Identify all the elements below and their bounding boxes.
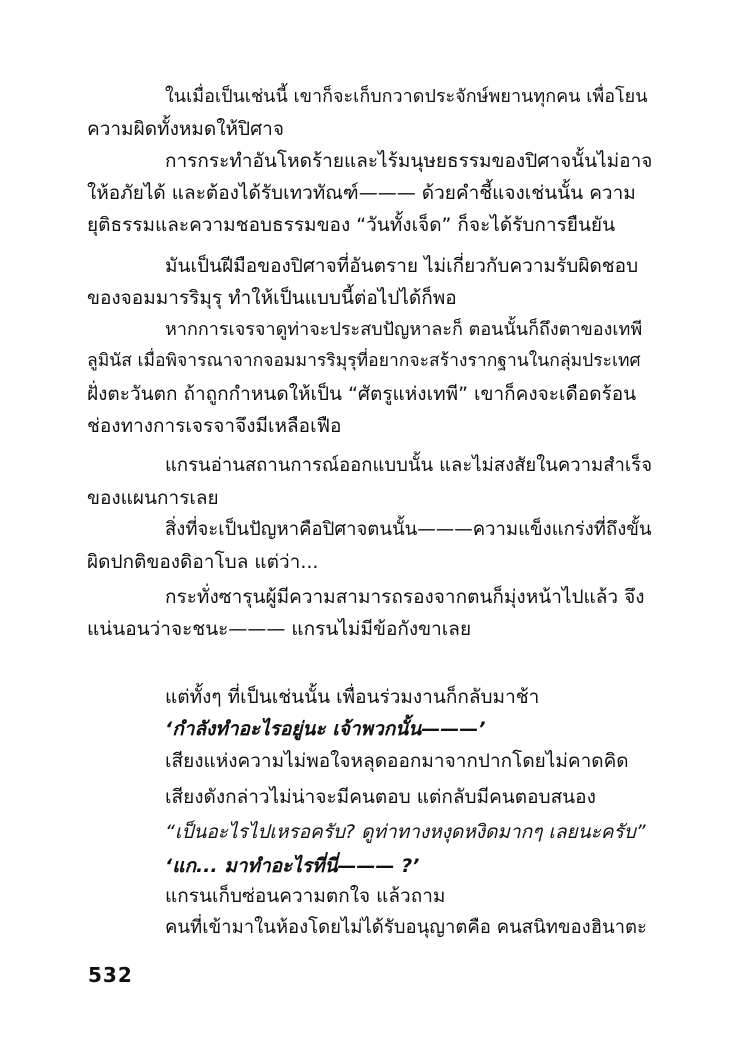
text-line: เสียงดังกล่าวไม่น่าจะมีคนตอบ แต่กลับมีคนตอบสนอง [165,786,596,808]
text-line: กระทั่งซารุนผู้มีความสามารถรองจากตนก็มุ่งหน้าไปแล้ว จึง [165,586,645,608]
text-line: ลูมินัส เมื่อพิจารณาจากจอมมารริมุรุที่อยากจะสร้างรากฐานในกลุ่มประเทศ [87,351,641,371]
text-line: ช่องทางการเจรจาจึงมีเหลือเฟือ [87,415,342,437]
text-line: ผิดปกติของดิอาโบล แต่ว่า... [87,551,319,573]
text-line: ให้อภัยได้ และต้องได้รับเทวทัณฑ์——— ด้วยคำชี้แจงเช่นนั้น ความ [87,182,636,204]
text-line: ของแผนการเลย [87,487,219,509]
text-line: หากการเจรจาดูท่าจะประสบปัญหาละก็ ตอนนั้นก็ถึงตาของเทพี [165,319,643,340]
text-line: ความผิดทั้งหมดให้ปิศาจ [87,118,284,140]
text-line: คนที่เข้ามาในห้องโดยไม่ได้รับอนุญาตคือ คนสนิทของฮินาตะ [165,917,647,938]
text-line: มันเป็นฝีมือของปิศาจที่อันตราย ไม่เกี่ยวกับความรับผิดชอบ [165,255,639,277]
text-line: สิ่งที่จะเป็นปัญหาคือปิศาจตนนั้น———ความแข็งแกร่งที่ถึงขั้น [165,519,652,540]
dialogue-line: “เป็นอะไรไปเหรอครับ? ดูท่าทางหงุดหงิดมากๆ เลยนะครับ” [165,821,646,843]
text-line: ฝั่งตะวันตก ถ้าถูกกำหนดให้เป็น “ศัตรูแห่งเทพี” เขาก็คงจะเดือดร้อน [87,383,637,405]
text-line: แกรนอ่านสถานการณ์ออกแบบนั้น และไม่สงสัยในความสำเร็จ [165,455,653,476]
thought-line: ‘กำลังทำอะไรอยู่นะ เจ้าพวกนั้น———’ [165,718,486,740]
text-line: ยุติธรรมและความชอบธรรมของ “วันทั้งเจ็ด” ก็จะได้รับการยืนยัน [87,214,616,236]
text-line: แต่ทั้งๆ ที่เป็นเช่นนั้น เพื่อนร่วมงานก็กลับมาช้า [165,686,540,708]
text-line: ของจอมมารริมุรุ ทำให้เป็นแบบนี้ต่อไปได้ก็พอ [87,287,457,309]
text-line: เสียงแห่งความไม่พอใจหลุดออกมาจากปากโดยไม่คาดคิด [165,750,629,772]
thought-line: ‘แก... มาทำอะไรที่นี่——— ?’ [165,855,420,877]
text-line: แน่นอนว่าจะชนะ——— แกรนไม่มีข้อกังขาเลย [87,618,472,640]
text-line: ในเมื่อเป็นเช่นนี้ เขาก็จะเก็บกวาดประจักษ์พยานทุกคน เพื่อโยน [165,86,648,107]
text-line: การกระทำอันโหดร้ายและไร้มนุษยธรรมของปิศาจนั้นไม่อาจ [165,150,653,172]
text-line: แกรนเก็บซ่อนความตกใจ แล้วถาม [165,885,446,907]
page-number: 532 [88,963,133,987]
